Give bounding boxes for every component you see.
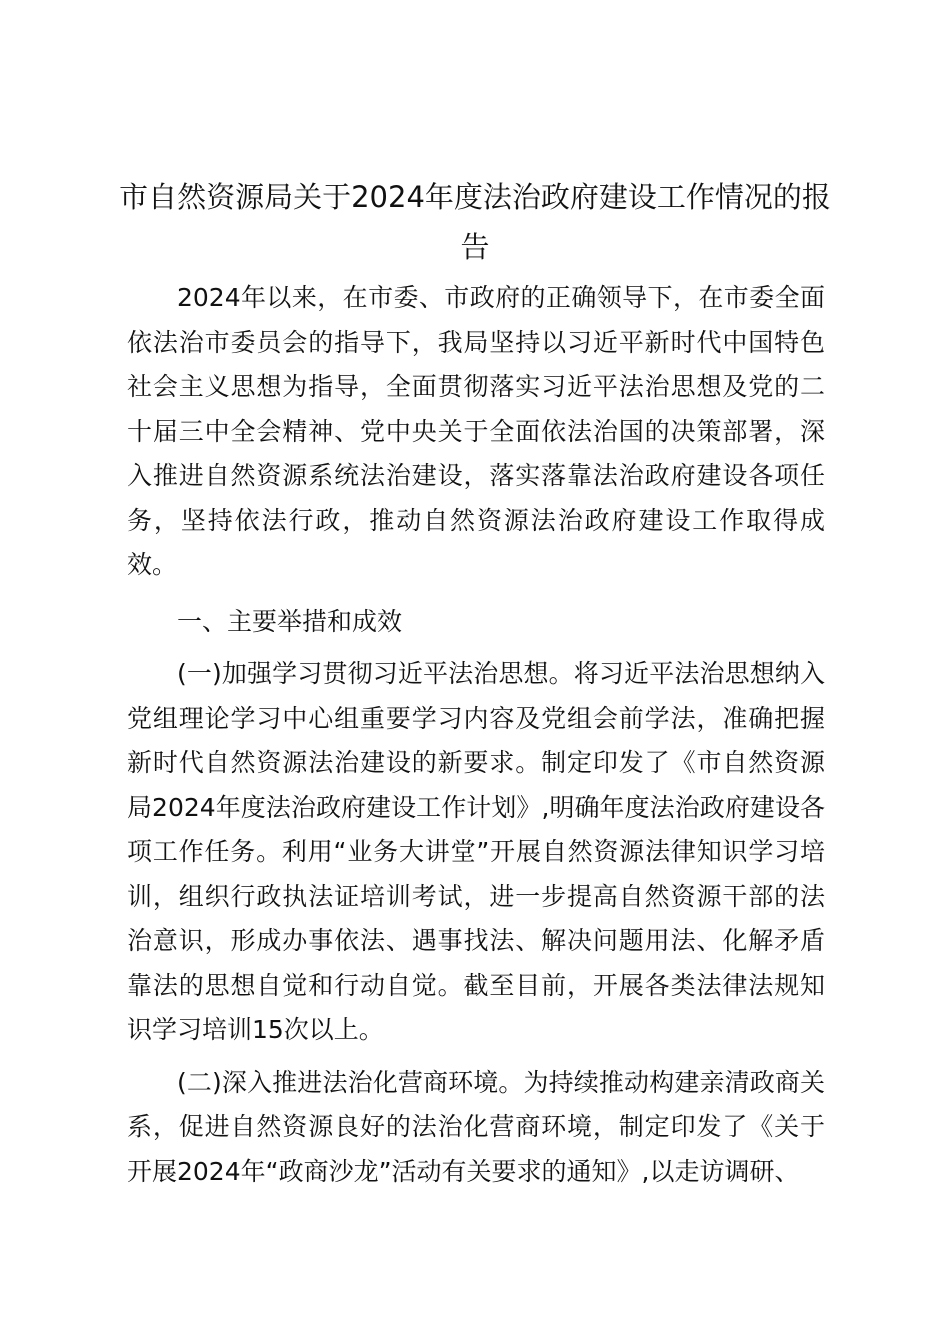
- document-body: [127, 276, 825, 1194]
- item-paragraph-2: (二)深入推进法治化营商环境。为持续推动构建亲清政商关系，促进自然资源良好的法治化营商环境，制定印发了《关于开展2024年“政商沙龙”活动有关要求的通知》,以走访调研、: [127, 1067, 825, 1186]
- intro-paragraph: 2024年以来，在市委、市政府的正确领导下，在市委全面依法治市委员会的指导下，我局坚持以习近平新时代中国特色社会主义思想为指导，全面贯彻落实习近平法治思想及党的二十届三中全会精神、党中央关于全面依法治国的决策部署，深入推进自然资源系统法治建设，落实落靠法治政府建设各项任务，坚持依法行政，推动自然资源法治政府建设工作取得成效。: [127, 283, 825, 579]
- document-title: 市自然资源局关于2024年度法治政府建设工作情况的报告: [119, 180, 831, 264]
- item-paragraph-1: (一)加强学习贯彻习近平法治思想。将习近平法治思想纳入党组理论学习中心组重要学习内容及党组会前学法，准确把握新时代自然资源法治建设的新要求。制定印发了《市自然资源局2024年度法治政府建设工作计划》,明确年度法治政府建设各项工作任务。利用“业务大讲堂”开展自然资源法律知识学习培训，组织行政执法证培训考试，进一步提高自然资源干部的法治意识，形成办事依法、遇事找法、解决问题用法、化解矛盾靠法的思想自觉和行动自觉。截至目前，开展各类法律法规知识学习培训15次以上。: [127, 659, 825, 1044]
- section-heading-main-measures: 一、主要举措和成效: [177, 606, 403, 636]
